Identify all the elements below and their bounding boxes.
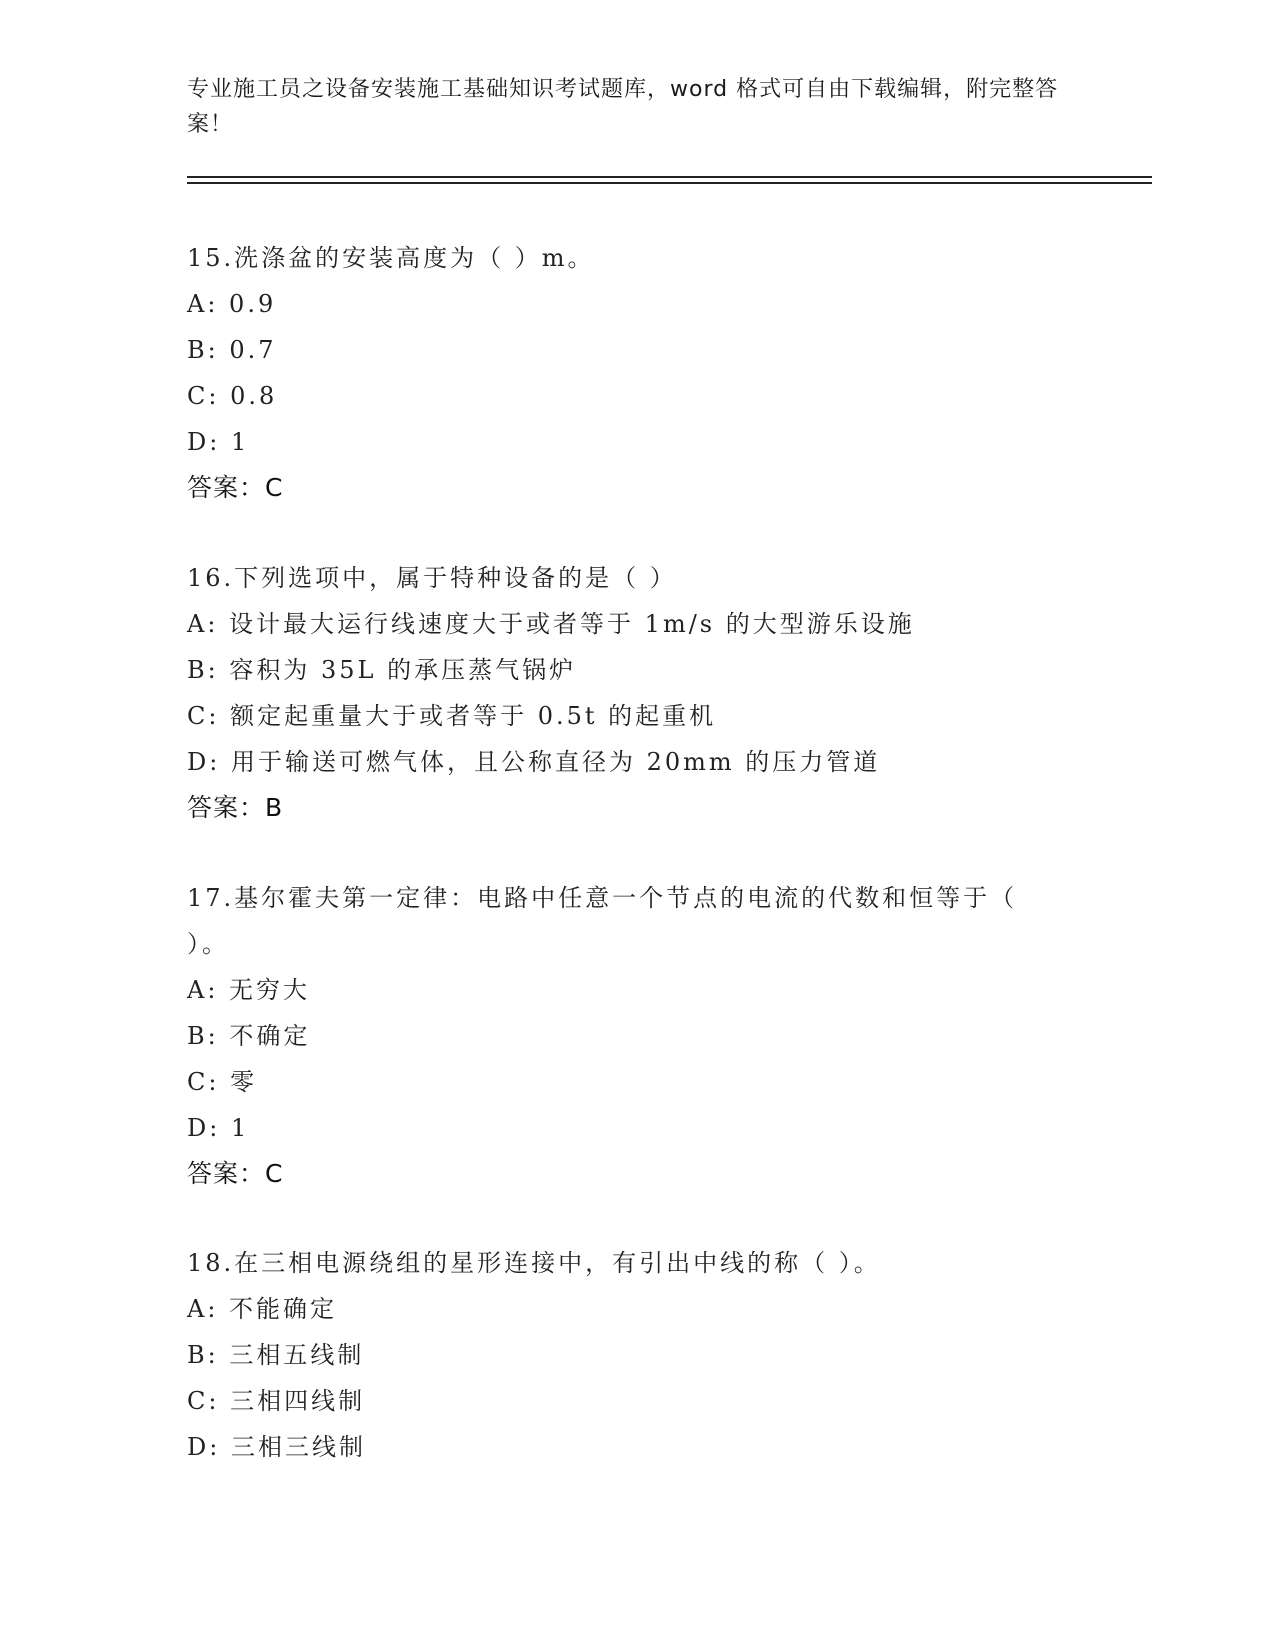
question-15 — [187, 235, 1087, 511]
option-d: D: 用于输送可燃气体，且公称直径为 20mm 的压力管道 — [187, 748, 881, 776]
option-a: A: 不能确定 — [187, 1295, 338, 1323]
header-divider-top — [187, 176, 1152, 178]
option-b: B: 容积为 35L 的承压蒸气锅炉 — [187, 656, 577, 684]
header-divider-bottom — [187, 182, 1152, 184]
question-18 — [187, 1240, 1087, 1470]
option-c: C: 零 — [187, 1068, 258, 1096]
option-a: A: 设计最大运行线速度大于或者等于 1m/s 的大型游乐设施 — [187, 610, 915, 638]
answer-key: 答案：C — [187, 473, 284, 502]
option-b: B: 不确定 — [187, 1022, 311, 1050]
option-d: D: 1 — [187, 428, 250, 456]
question-stem: 16.下列选项中，属于特种设备的是（ ） — [187, 564, 677, 592]
option-b: B: 0.7 — [187, 336, 277, 364]
question-stem: 17.基尔霍夫第一定律：电路中任意一个节点的电流的代数和恒等于（ ）。 — [187, 884, 1018, 958]
option-d: D: 三相三线制 — [187, 1433, 366, 1461]
document-header: 专业施工员之设备安装施工基础知识考试题库，word 格式可自由下载编辑，附完整答案！ — [187, 77, 1059, 137]
option-a: A: 无穷大 — [187, 976, 311, 1004]
option-b: B: 三相五线制 — [187, 1341, 365, 1369]
option-c: C: 0.8 — [187, 382, 278, 410]
question-16 — [187, 555, 1087, 831]
option-a: A: 0.9 — [187, 290, 277, 318]
question-stem: 18.在三相电源绕组的星形连接中，有引出中线的称（ ）。 — [187, 1249, 881, 1277]
option-c: C: 三相四线制 — [187, 1387, 366, 1415]
answer-key: 答案：B — [187, 793, 284, 822]
answer-key: 答案：C — [187, 1159, 284, 1188]
question-17 — [187, 875, 1087, 1197]
option-d: D: 1 — [187, 1114, 250, 1142]
option-c: C: 额定起重量大于或者等于 0.5t 的起重机 — [187, 702, 717, 730]
question-stem: 15.洗涤盆的安装高度为（ ）m。 — [187, 244, 595, 272]
